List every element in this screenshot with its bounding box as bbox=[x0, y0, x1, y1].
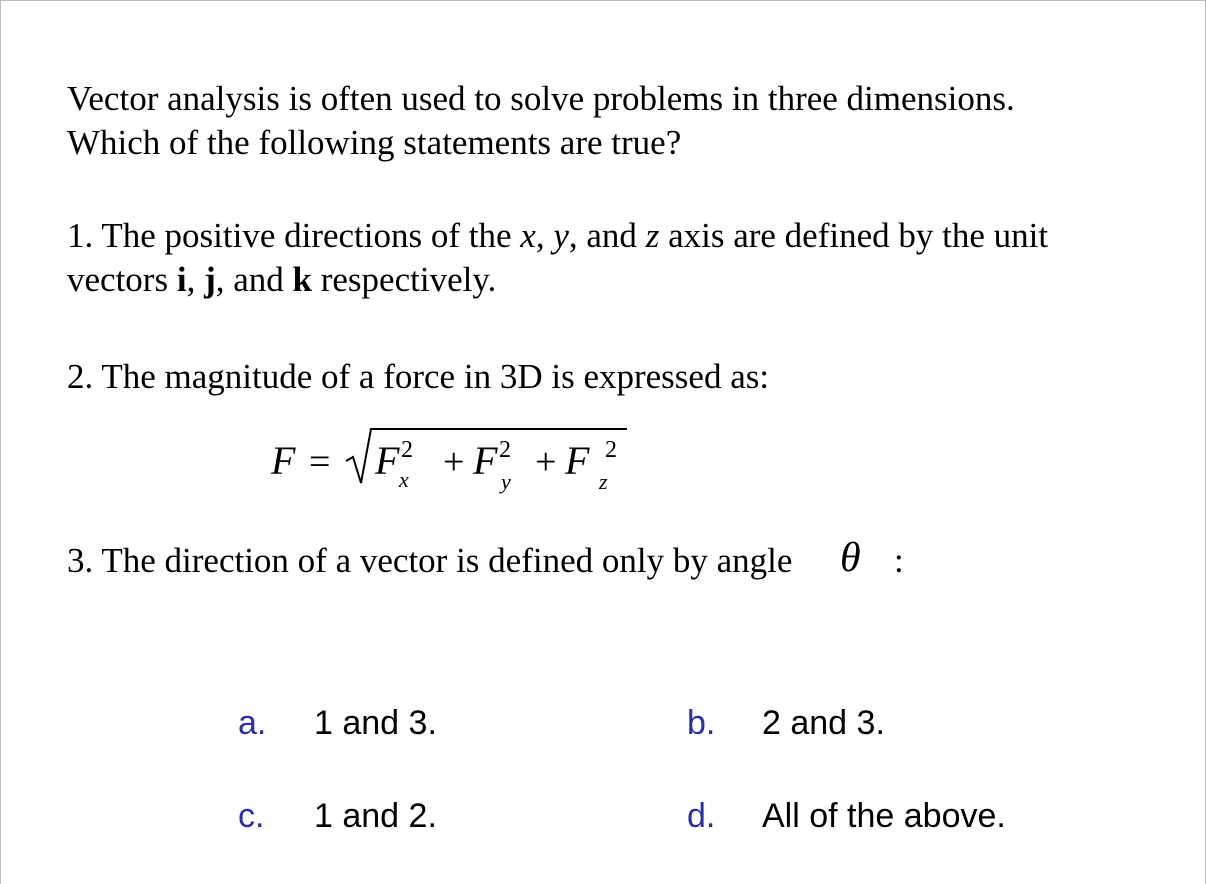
theta-symbol: θ bbox=[840, 535, 861, 581]
formula-exp-z: 2 bbox=[605, 437, 617, 463]
var-y: y bbox=[553, 216, 569, 255]
var-x: x bbox=[520, 216, 536, 255]
formula-sub-y: y bbox=[501, 469, 511, 494]
option-c-text[interactable]: 1 and 2. bbox=[314, 797, 437, 835]
statement-1-line-2-b: respectively. bbox=[311, 260, 497, 299]
statement-1-sep-2: , and bbox=[568, 216, 646, 255]
formula-sub-z: z bbox=[599, 469, 608, 494]
formula-exp-x: 2 bbox=[401, 437, 413, 463]
statement-1-text-b: axis are defined by the unit bbox=[659, 216, 1049, 255]
statement-3-colon: : bbox=[894, 541, 904, 580]
statement-3: 3. The direction of a vector is defined only by angle bbox=[67, 541, 793, 580]
option-d-text[interactable]: All of the above. bbox=[762, 797, 1006, 835]
statement-1-line-2-a: vectors bbox=[67, 260, 177, 299]
formula-exp-y: 2 bbox=[499, 437, 511, 463]
formula-term-y: F bbox=[473, 438, 498, 483]
statement-2: 2. The magnitude of a force in 3D is expressed as: bbox=[67, 357, 770, 396]
option-a-letter[interactable]: a. bbox=[238, 704, 267, 742]
unit-vector-j: j bbox=[204, 260, 216, 299]
unit-vector-i: i bbox=[176, 260, 187, 299]
option-b-letter[interactable]: b. bbox=[687, 704, 716, 742]
option-c-letter[interactable]: c. bbox=[238, 797, 265, 835]
statement-1-sep-1: , bbox=[535, 216, 554, 255]
statement-1-text-a: The positive directions of the bbox=[93, 216, 521, 255]
question-line-1: Vector analysis is often used to solve problems in three dimensions. bbox=[67, 79, 1015, 118]
statement-1 bbox=[67, 214, 1048, 302]
formula-term-x: F bbox=[375, 438, 400, 483]
statement-1-sep-4: , and bbox=[215, 260, 293, 299]
question-line-2: Which of the following statements are true? bbox=[67, 123, 682, 162]
option-b-text[interactable]: 2 and 3. bbox=[762, 704, 885, 742]
unit-vector-k: k bbox=[292, 260, 312, 299]
formula-term-z: F bbox=[565, 438, 590, 483]
formula-svg bbox=[265, 421, 645, 501]
formula-plus-1: + bbox=[443, 441, 465, 483]
formula-plus-2: + bbox=[535, 441, 557, 483]
formula-equals: = bbox=[309, 441, 331, 483]
statement-1-sep-3: , bbox=[186, 260, 205, 299]
statement-1-number: 1. bbox=[67, 216, 94, 255]
statement-1-line-1 bbox=[67, 214, 1048, 258]
var-z: z bbox=[645, 216, 660, 255]
formula-lhs: F bbox=[271, 438, 296, 483]
question-text bbox=[67, 77, 1015, 165]
option-d-letter[interactable]: d. bbox=[687, 797, 716, 835]
option-a-text[interactable]: 1 and 3. bbox=[314, 704, 437, 742]
statement-1-line-2 bbox=[67, 258, 1048, 302]
magnitude-formula bbox=[265, 421, 645, 501]
formula-sub-x: x bbox=[399, 467, 409, 492]
